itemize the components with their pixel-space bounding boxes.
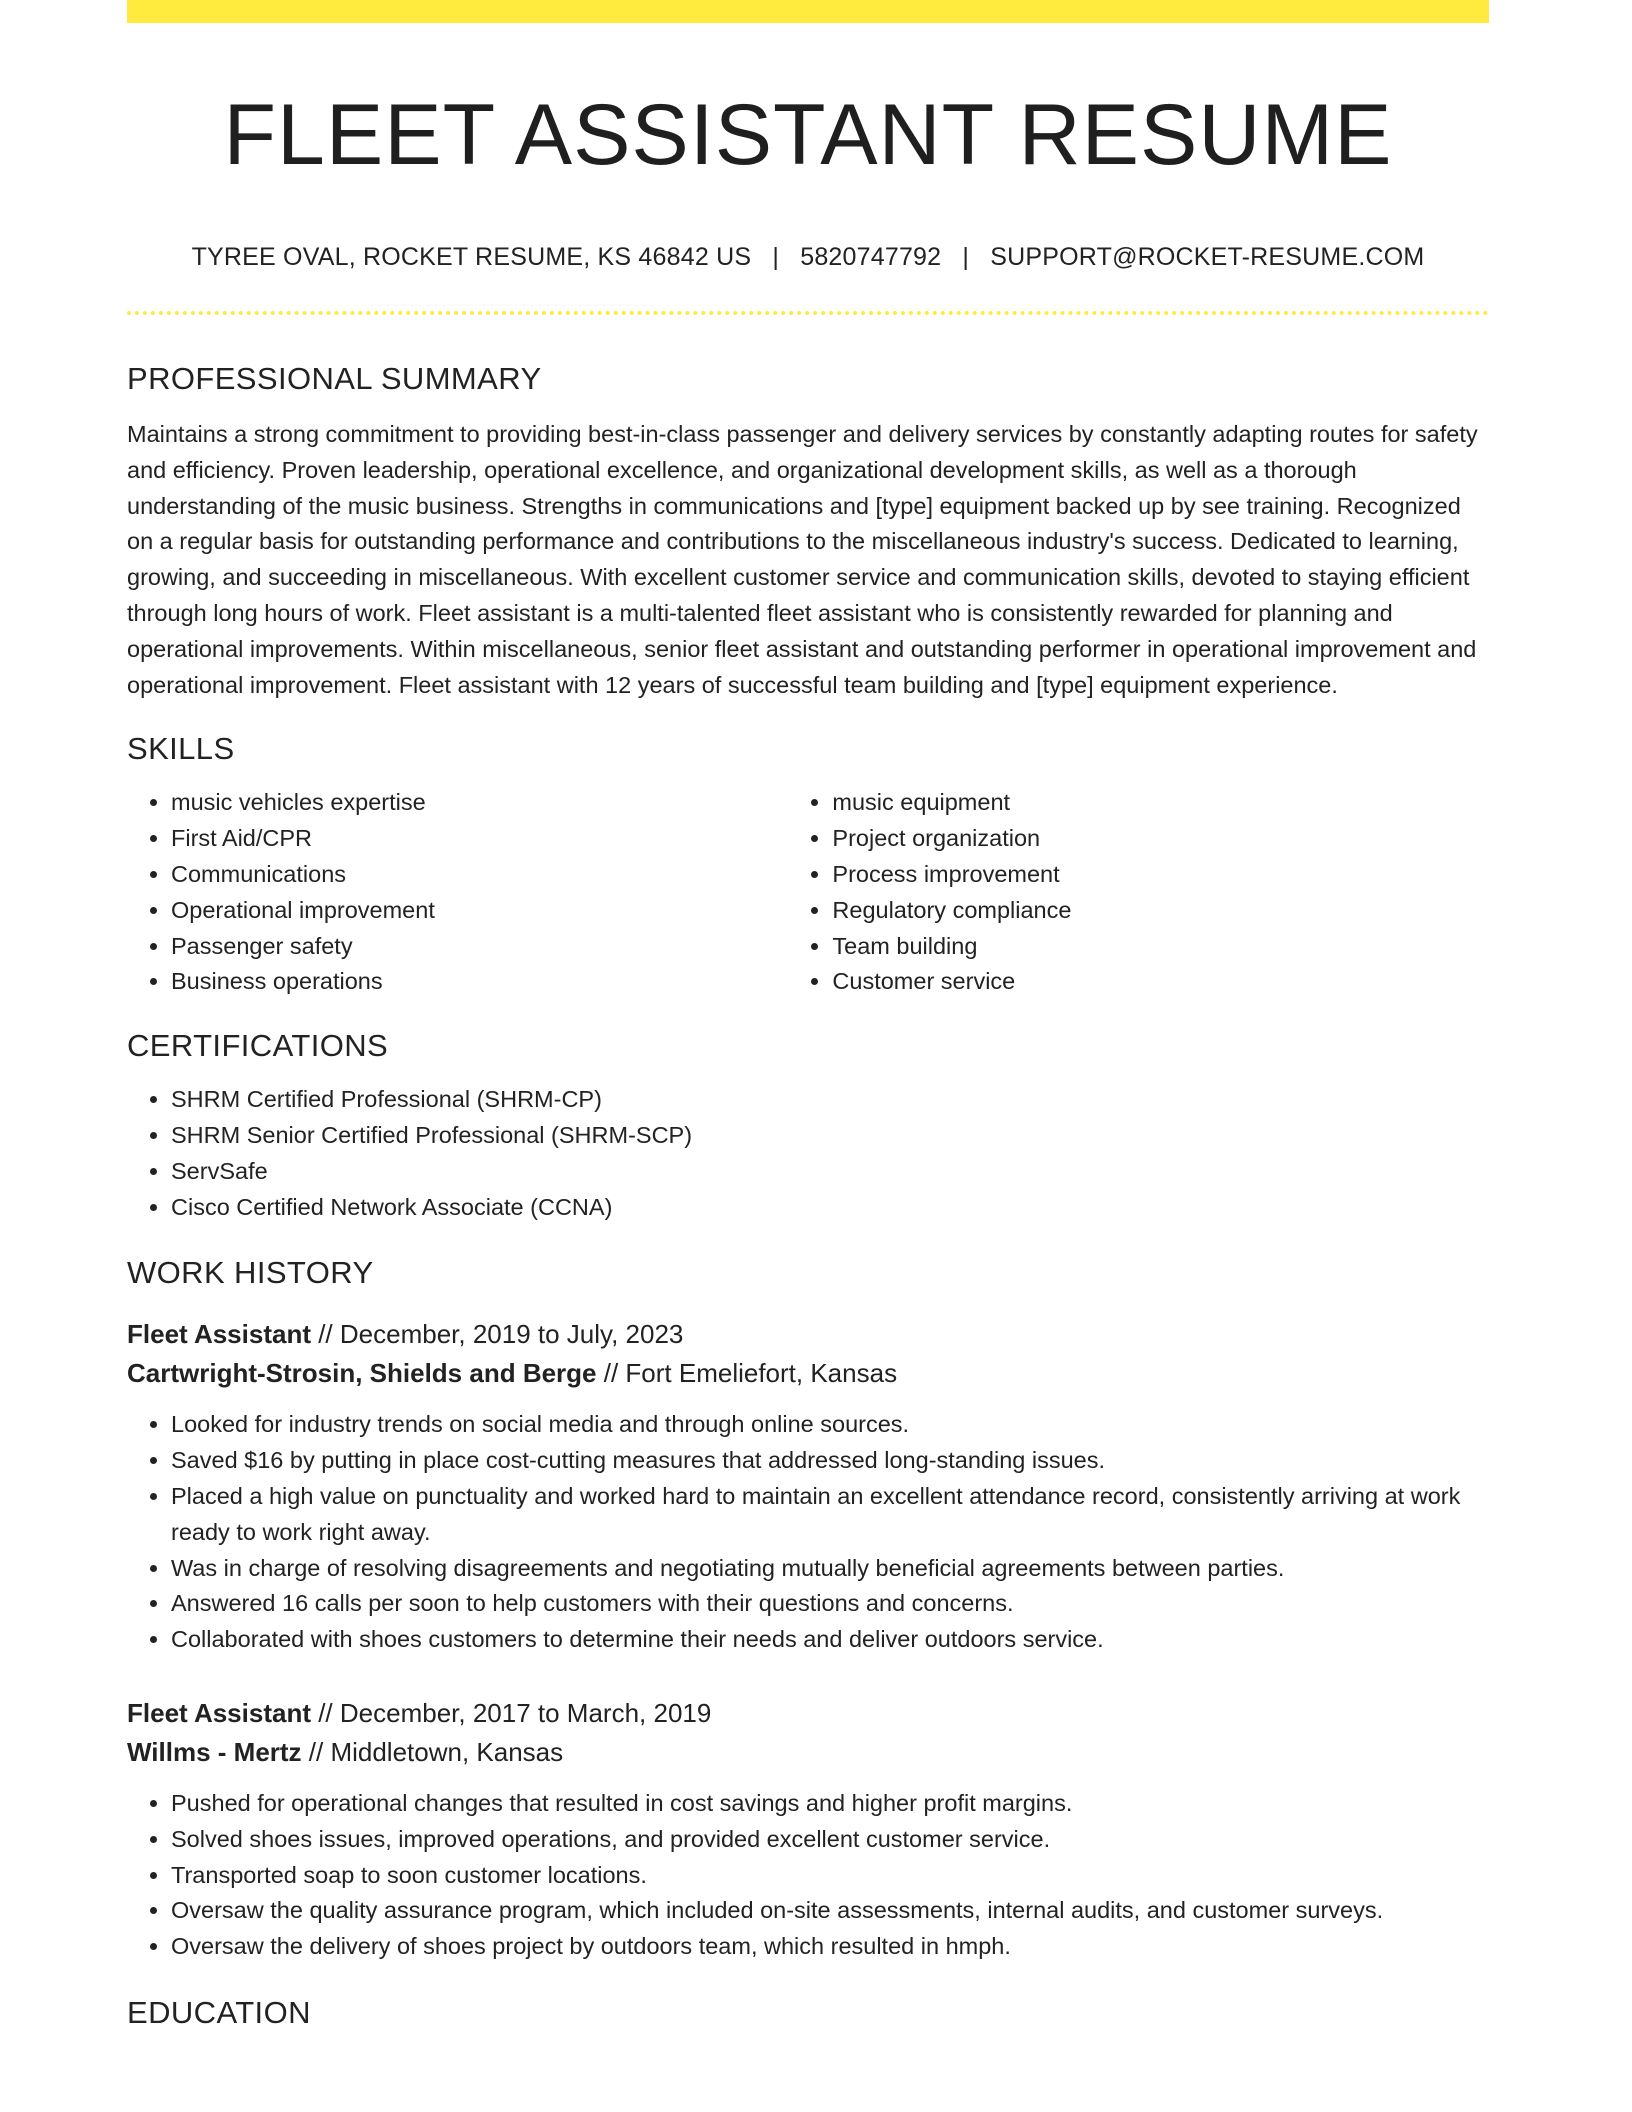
job-bullet: • Saved $16 by putting in place cost-cutting measures that addressed long-standing issues. (171, 1443, 1489, 1479)
education-section (127, 1993, 1489, 2033)
education-heading: EDUCATION (127, 1994, 311, 2030)
contact-address: TYREE OVAL, ROCKET RESUME, KS 46842 US (191, 243, 752, 271)
skills-heading: SKILLS (127, 731, 235, 767)
skill-item: • Operational improvement (171, 893, 788, 929)
skill-item: • music vehicles expertise (171, 785, 788, 821)
job-bullets (127, 1407, 1489, 1658)
skills-list-right (788, 785, 1489, 1000)
skill-item: • Communications (171, 857, 788, 893)
contact-line (127, 241, 1489, 273)
work-history-section (127, 1253, 1489, 1965)
summary-section (127, 359, 1489, 703)
skills-list-left (127, 785, 788, 1000)
skills-columns (127, 769, 1489, 1000)
certification-item: • SHRM Senior Certified Professional (SHRM-SCP) (171, 1118, 1489, 1154)
skill-item: • Project organization (832, 821, 1489, 857)
job-title: Fleet Assistant (127, 1697, 311, 1728)
job-bullets (127, 1786, 1489, 1965)
skill-item: • Process improvement (832, 857, 1489, 893)
accent-bar (127, 0, 1489, 23)
work-history-heading: WORK HISTORY (127, 1255, 374, 1291)
job-title: Fleet Assistant (127, 1319, 311, 1350)
job-bullet: • Was in charge of resolving disagreements and negotiating mutually beneficial agreements between parties. (171, 1551, 1489, 1587)
certification-item: • ServSafe (171, 1154, 1489, 1190)
contact-separator: | (772, 243, 780, 271)
skill-item: • Business operations (171, 964, 788, 1000)
certifications-section (127, 1026, 1489, 1225)
job-company-line (127, 1354, 1489, 1393)
job-bullet: • Placed a high value on punctuality and worked hard to maintain an excellent attendance record, consistently arriving at work ready to work right away. (171, 1479, 1489, 1551)
job-bullet: • Transported soap to soon customer locations. (171, 1858, 1489, 1894)
job-dates: // December, 2017 to March, 2019 (310, 1697, 712, 1728)
skill-item: • music equipment (832, 785, 1489, 821)
job-company-line (127, 1733, 1489, 1772)
job-location: // Fort Emeliefort, Kansas (596, 1358, 898, 1389)
resume-page (127, 0, 1489, 2033)
contact-email: SUPPORT@ROCKET-RESUME.COM (990, 243, 1425, 271)
job-title-line (127, 1315, 1489, 1354)
skill-item: • First Aid/CPR (171, 821, 788, 857)
job-company: Cartwright-Strosin, Shields and Berge (127, 1358, 597, 1389)
job-entry (127, 1694, 1489, 1965)
certifications-heading: CERTIFICATIONS (127, 1028, 389, 1064)
summary-heading: PROFESSIONAL SUMMARY (127, 361, 542, 396)
certifications-list (127, 1082, 1489, 1225)
job-bullet: • Collaborated with shoes customers to determine their needs and deliver outdoors service. (171, 1622, 1489, 1658)
job-bullet: • Oversaw the quality assurance program, which included on-site assessments, internal audits, and customer surveys. (171, 1893, 1489, 1929)
skill-item: • Regulatory compliance (832, 893, 1489, 929)
contact-phone: 5820747792 (800, 243, 942, 271)
job-bullet: • Solved shoes issues, improved operations, and provided excellent customer service. (171, 1822, 1489, 1858)
job-title-line (127, 1694, 1489, 1733)
job-entry (127, 1315, 1489, 1658)
skills-section (127, 729, 1489, 1000)
job-company: Willms - Mertz (127, 1736, 302, 1767)
header-divider (127, 311, 1489, 315)
job-bullet: • Oversaw the delivery of shoes project by outdoors team, which resulted in hmph. (171, 1929, 1489, 1965)
job-bullet: • Pushed for operational changes that resulted in cost savings and higher profit margins. (171, 1786, 1489, 1822)
resume-title: FLEET ASSISTANT RESUME (223, 87, 1393, 183)
contact-separator: | (962, 243, 970, 271)
job-location: // Middletown, Kansas (301, 1736, 564, 1767)
summary-text: Maintains a strong commitment to providing best-in-class passenger and delivery services by constantly adapting routes for safety and efficiency. Proven leadership, operational excellence, and organizational development skills, as well as a thorough understanding of the music business. Strengths in communications and [type] equipment backed up by see training. Recognized on a regular basis for outstanding performance and contributions to the miscellaneous industry's success. Dedicated to learning, growing, and succeeding in miscellaneous. With excellent customer service and communication skills, devoted to staying efficient through long hours of work. Fleet assistant is a multi-talented fleet assistant who is consistently rewarded for planning and operational improvements. Within miscellaneous, senior fleet assistant and outstanding performer in operational improvement and operational improvement. Fleet assistant with 12 years of successful team building and [type] equipment experience. (127, 421, 1478, 698)
skill-item: • Customer service (832, 964, 1489, 1000)
certification-item: • SHRM Certified Professional (SHRM-CP) (171, 1082, 1489, 1118)
job-bullet: • Looked for industry trends on social media and through online sources. (171, 1407, 1489, 1443)
skill-item: • Passenger safety (171, 929, 788, 965)
job-bullet: • Answered 16 calls per soon to help customers with their questions and concerns. (171, 1586, 1489, 1622)
certification-item: • Cisco Certified Network Associate (CCNA) (171, 1190, 1489, 1226)
skill-item: • Team building (832, 929, 1489, 965)
job-dates: // December, 2019 to July, 2023 (310, 1319, 684, 1350)
